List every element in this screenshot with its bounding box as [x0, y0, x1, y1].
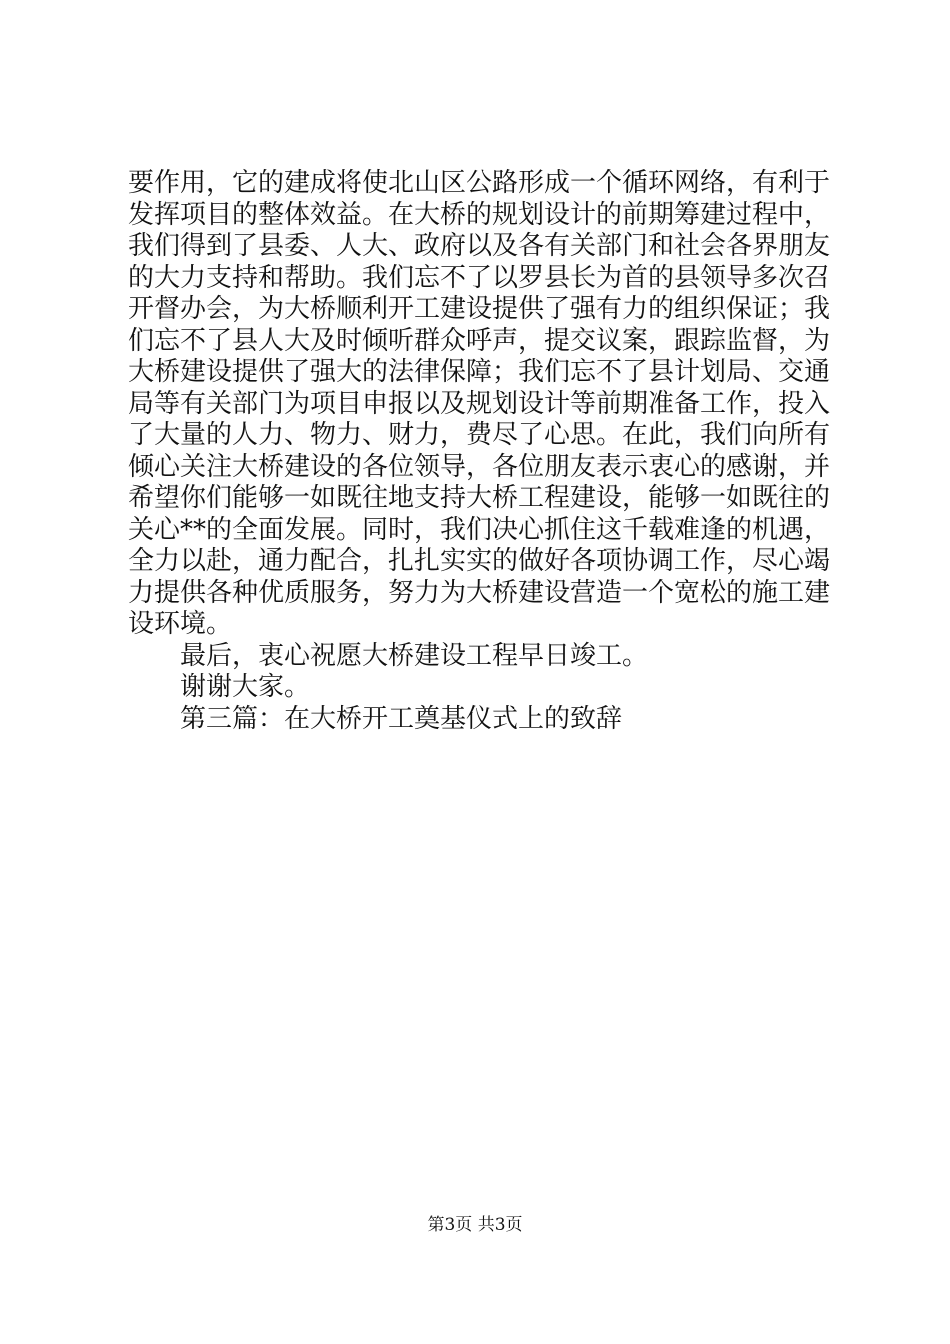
body-line: 发挥项目的整体效益。在大桥的规划设计的前期筹建过程中， — [128, 199, 831, 230]
body-line: 局等有关部门为项目申报以及规划设计等前期准备工作，投入 — [128, 388, 831, 419]
body-line: 关心**的全面发展。同时，我们决心抓住这千载难逢的机遇， — [128, 514, 831, 545]
body-line: 了大量的人力、物力、财力，费尽了心思。在此，我们向所有 — [128, 420, 831, 450]
body-line: 大桥建设提供了强大的法律保障；我们忘不了县计划局、交通 — [128, 357, 831, 387]
next-section-heading: 第三篇：在大桥开工奠基仪式上的致辞 — [180, 703, 623, 734]
closing-wish: 最后，衷心祝愿大桥建设工程早日竣工。 — [180, 640, 649, 671]
body-line: 开督办会，为大桥顺利开工建设提供了强有力的组织保证；我 — [128, 294, 831, 324]
body-line: 设环境。 — [128, 609, 233, 639]
body-line: 我们得到了县委、人大、政府以及各有关部门和社会各界朋友 — [128, 231, 831, 261]
body-line: 的大力支持和帮助。我们忘不了以罗县长为首的县领导多次召 — [128, 262, 831, 293]
body-line: 们忘不了县人大及时倾听群众呼声，提交议案，跟踪监督，为 — [128, 325, 831, 356]
thanks-line: 谢谢大家。 — [180, 672, 311, 702]
document-body — [128, 168, 831, 735]
body-line: 要作用，它的建成将使北山区公路形成一个循环网络，有利于 — [128, 168, 831, 198]
body-line: 全力以赴，通力配合，扎扎实实的做好各项协调工作，尽心竭 — [128, 546, 831, 576]
body-line: 倾心关注大桥建设的各位领导，各位朋友表示衷心的感谢，并 — [128, 451, 831, 482]
page-indicator: 第3页 共3页 — [427, 1215, 523, 1235]
body-line: 力提供各种优质服务，努力为大桥建设营造一个宽松的施工建 — [128, 577, 831, 608]
body-line: 希望你们能够一如既往地支持大桥工程建设，能够一如既往的 — [128, 483, 831, 513]
